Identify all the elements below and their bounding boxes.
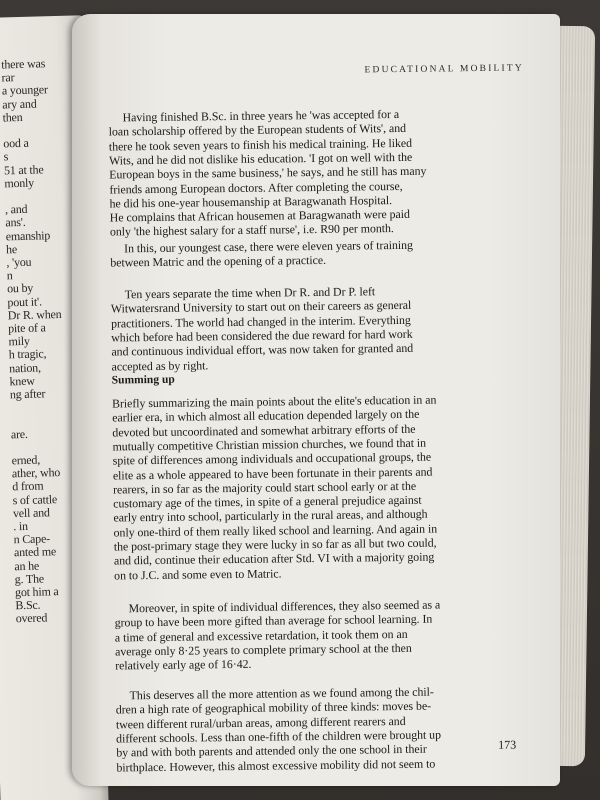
left-page-fragment: erned, [11, 452, 41, 468]
left-page-fragment: vell and [12, 505, 50, 521]
section-heading: Summing up [111, 373, 175, 387]
left-page-fragment: monly [4, 175, 35, 191]
text-line: This deserves all the more attention as we found among the chil- [129, 684, 434, 703]
left-page-fragment: emanship [5, 227, 51, 243]
text-line: Wits, and he did not dislike his education. 'I got on well with the [108, 149, 413, 168]
text-line: by and with both parents and attended only the one school in their [116, 741, 427, 760]
text-line: which before had been considered the due reward for hard work [111, 326, 413, 345]
running-head: EDUCATIONAL MOBILITY [364, 63, 525, 76]
text-line: birthplace. However, this almost excessive mobility did not seem to [116, 756, 436, 774]
text-line: Ten years separate the time when Dr R. and Dr P. left [124, 284, 376, 302]
text-line: Moreover, in spite of individual differences, they also seemed as a [128, 597, 441, 616]
left-page-fragment: d from [12, 478, 44, 494]
text-line: early entry into school, particularly in the rural areas, and although [113, 507, 428, 525]
text-line: Having finished B.Sc. in three years he 'was accepted for a [122, 106, 400, 125]
left-page-fragment: , and [4, 202, 28, 217]
text-line: only 'the highest salary for a staff nurse', i.e. R90 per month. [109, 221, 394, 239]
text-line: earlier era, in which almost all education depended largely on the [112, 407, 420, 425]
left-page-fragment: mily [8, 334, 30, 349]
left-page-fragment: overed [15, 610, 48, 626]
left-page-fragment: ather, who [11, 465, 61, 481]
left-page-fragment: ou by [6, 281, 34, 296]
left-page-fragment: n [6, 268, 13, 283]
text-line: tween different rural/urban areas, among different rearers and [115, 713, 406, 732]
left-page-fragment: anted me [13, 544, 57, 560]
left-page-fragment: 51 at the [3, 161, 44, 178]
page-number: 173 [498, 737, 517, 752]
text-line: group to have been more gifted than average for school learning. In [114, 611, 433, 630]
text-line: spite of differences among individuals and occupational groups, the [112, 449, 432, 468]
text-line: In this, our youngest case, there were eleven years of training [124, 237, 413, 256]
left-page-fragment: a younger [1, 82, 48, 98]
left-page-fragment: he [5, 241, 18, 257]
left-page-fragment: ood a [3, 135, 29, 151]
left-page-fragment: there was [1, 56, 46, 72]
left-page-fragment: , 'you [6, 254, 32, 270]
left-page-fragment: are. [10, 426, 28, 441]
text-line: on to J.C. and some even to Matric. [114, 566, 282, 583]
left-page-fragment: h tragic, [8, 346, 47, 362]
text-line: average only 8·25 years to complete primary school at the then [114, 640, 412, 659]
text-line: the post-primary stage they were lucky in so far as all but two could, [113, 535, 437, 554]
left-page-fragment: . in [13, 518, 29, 534]
left-page-fragment: ng after [9, 386, 46, 402]
left-page-fragment: then [2, 109, 23, 125]
text-line: practitioners. The world had changed in the interim. Everything [110, 312, 411, 331]
text-line: accepted as by right. [111, 357, 209, 373]
text-line: there he took seven years to finish his medical training. He liked [108, 135, 413, 154]
left-page-fragment: nation, [8, 360, 41, 375]
right-page [72, 14, 560, 786]
text-line: Briefly summarizing the main points about the elite's education in an [111, 392, 437, 411]
left-page-fragment: pite of a [7, 320, 46, 336]
left-page-fragment: an he [14, 558, 40, 573]
text-line: rearers, in so far as the majority could start school early or at the [112, 478, 417, 497]
text-line: elite as a whole appeared to have been fortunate in their parents and [112, 464, 433, 482]
left-page-fragment: got him a [14, 584, 59, 600]
text-line: Witwatersrand University to start out on their careers as general [110, 298, 412, 316]
left-page-fragment: ans'. [5, 215, 26, 230]
left-page-fragment: s of cattle [12, 491, 58, 507]
left-page-fragment: Dr R. when [7, 306, 62, 323]
left-page-fragment: knew [9, 373, 35, 389]
text-line: he did his one-year housemanship at Baragwanath Hospital. [109, 192, 393, 211]
left-page-fragment: n Cape- [13, 531, 51, 547]
text-line: European boys in the same business,' he says, and he still has many [109, 163, 427, 182]
text-line: friends among European doctors. After completing the course, [109, 178, 403, 197]
text-line: He complains that African housemen at Baragwanath were paid [109, 206, 410, 225]
text-line: and did, continue their education after Std. VI with a majority going [113, 549, 435, 568]
left-page-fragment: B.Sc. [15, 597, 41, 613]
page-content [67, 11, 564, 789]
left-page-fragment: pout it'. [7, 294, 42, 309]
text-line: loan scholarship offered by the European students of Wits', and [108, 121, 407, 139]
text-line: between Matric and the opening of a practice. [110, 253, 327, 270]
left-page-fragment: s [3, 149, 9, 164]
text-line: only one-third of them really liked school and learning. And again in [113, 521, 438, 540]
text-line: relatively early age of 16·42. [115, 656, 252, 673]
left-page-fragment: g. The [14, 571, 45, 587]
text-line: a time of general and excessive retardation, it took them on an [114, 626, 408, 645]
text-line: different schools. Less than one-fifth of the children were brought up [116, 727, 442, 746]
text-line: customary age of the times, in spite of a general prejudice against [113, 492, 422, 511]
text-line: mutually competitive Christian mission churches, we found that in [112, 435, 427, 454]
left-page-fragment: ary and [2, 96, 37, 112]
text-line: devoted but uncoordinated and somewhat arbitrary efforts of the [112, 421, 416, 440]
left-page-fragment: rar [1, 70, 15, 85]
text-line: dren a high rate of geographical mobility of three kinds: moves be- [115, 698, 432, 717]
text-line: and continuous individual effort, was now taken for granted and [111, 340, 414, 359]
